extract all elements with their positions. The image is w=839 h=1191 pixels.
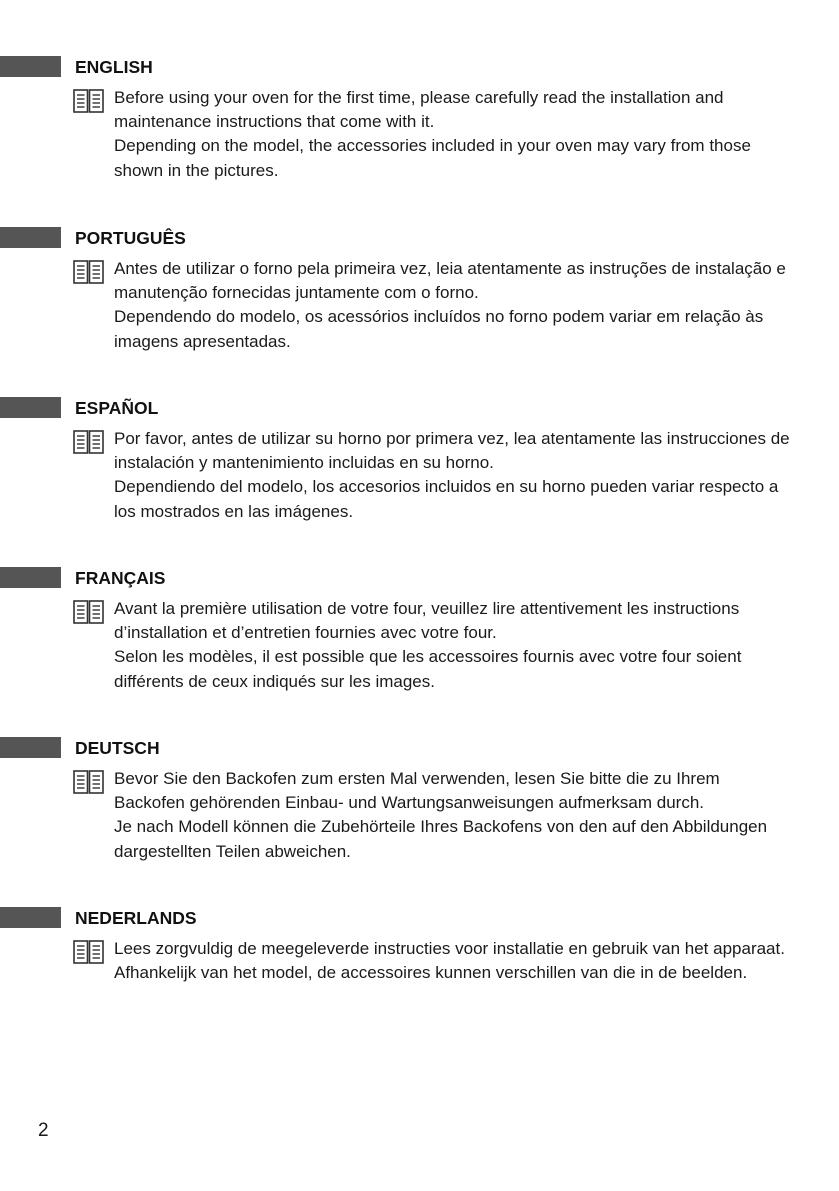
section-body — [114, 257, 794, 354]
accessories-note-paragraph: Dependendo do modelo, os acessórios incluídos no forno podem variar em relação às imagens apresentadas. — [114, 307, 764, 351]
section-heading: DEUTSCH — [75, 738, 160, 758]
accessories-note-paragraph: Dependiendo del modelo, los accesorios incluidos en su horno pueden variar respecto a los mostrados en las imágenes. — [114, 477, 779, 521]
instruction-paragraph: Por favor, antes de utilizar su horno por primera vez, lea atentamente las instrucciones de instalación y mantenimiento incluidas en su horno. — [114, 429, 790, 473]
section-body — [114, 86, 794, 183]
open-book-manual-icon — [73, 940, 104, 964]
page-number: 2 — [38, 1120, 49, 1141]
section-marker-bar — [0, 567, 61, 588]
section-heading: NEDERLANDS — [75, 908, 197, 928]
section-heading: FRANÇAIS — [75, 568, 166, 588]
section-heading: ESPAÑOL — [75, 398, 159, 418]
section-body — [114, 937, 794, 985]
section-marker-bar — [0, 227, 61, 248]
section-body — [114, 767, 794, 864]
section-marker-bar — [0, 56, 61, 77]
open-book-manual-icon — [73, 600, 104, 624]
section-marker-bar — [0, 737, 61, 758]
section-marker-bar — [0, 907, 61, 928]
instruction-paragraph: Bevor Sie den Backofen zum ersten Mal verwenden, lesen Sie bitte die zu Ihrem Backofen gehörenden Einbau- und Wartungsanweisungen aufmerksam durch. — [114, 769, 720, 813]
accessories-note-paragraph: Selon les modèles, il est possible que les accessoires fournis avec votre four soient différents de ceux indiqués sur les images. — [114, 647, 742, 691]
instruction-paragraph: Avant la première utilisation de votre four, veuillez lire attentivement les instructions d’installation et d’entretien fournies avec votre four. — [114, 599, 740, 643]
open-book-manual-icon — [73, 430, 104, 454]
section-marker-bar — [0, 397, 61, 418]
section-heading: PORTUGUÊS — [75, 228, 186, 248]
accessories-note-paragraph: Depending on the model, the accessories included in your oven may vary from those shown in the pictures. — [114, 136, 751, 180]
instruction-paragraph: Antes de utilizar o forno pela primeira vez, leia atentamente as instruções de instalação e manutenção fornecidas juntamente com o forno. — [114, 259, 786, 303]
instruction-paragraph: Lees zorgvuldig de meegeleverde instructies voor installatie en gebruik van het apparaat. — [114, 939, 785, 958]
section-body — [114, 597, 794, 694]
accessories-note-paragraph: Afhankelijk van het model, de accessoires kunnen verschillen van die in de beelden. — [114, 963, 748, 983]
open-book-manual-icon — [73, 770, 104, 794]
section-body — [114, 427, 794, 524]
open-book-manual-icon — [73, 89, 104, 113]
open-book-manual-icon — [73, 260, 104, 284]
section-heading: ENGLISH — [75, 57, 153, 77]
accessories-note-paragraph: Je nach Modell können die Zubehörteile Ihres Backofens von den auf den Abbildungen dargestellten Teilen abweichen. — [114, 817, 768, 861]
instruction-paragraph: Before using your oven for the first time, please carefully read the installation and maintenance instructions that come with it. — [114, 88, 724, 132]
